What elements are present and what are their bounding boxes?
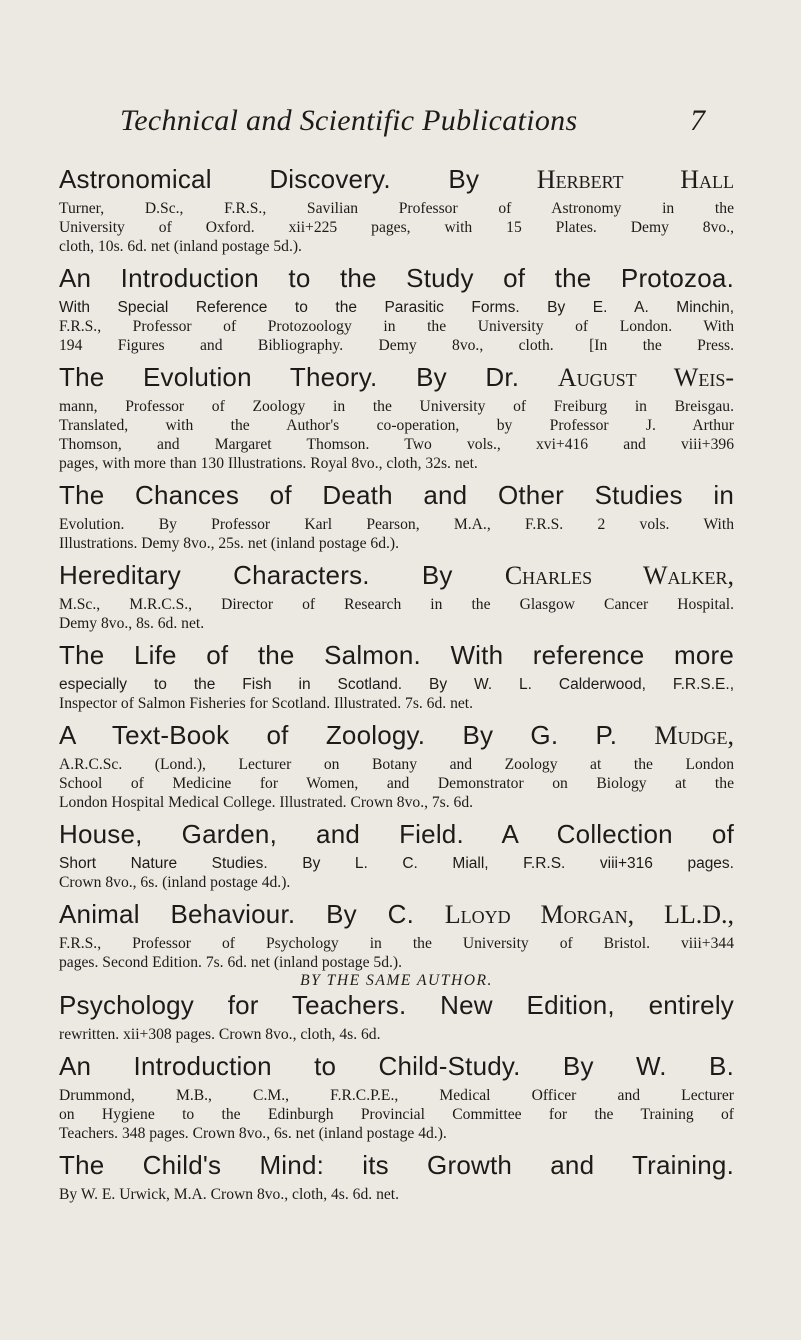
entry-line: A.R.C.Sc. (Lond.), Lecturer on Botany and Zoology at the London [59, 756, 734, 773]
entry-line: Turner, D.Sc., F.R.S., Savilian Professor of Astronomy in the [59, 200, 734, 217]
entry-heading [59, 362, 734, 397]
entry-heading [59, 164, 734, 199]
entry-line: Inspector of Salmon Fisheries for Scotland. Illustrated. 7s. 6d. net. [59, 695, 474, 712]
entry-animal-behaviour [59, 899, 734, 990]
entry-psychology-for-teachers [59, 990, 734, 1044]
by-text: By [390, 164, 537, 194]
author-name: Lloyd Morgan, LL.D., [444, 900, 734, 929]
entry-line: especially to the Fish in Scotland. By W. L. Calderwood, F.R.S.E., [59, 676, 734, 693]
entry-line: By W. E. Urwick, M.A. Crown 8vo., cloth, 4s. 6d. net. [59, 1186, 400, 1203]
book-title: An Introduction to the Study of the Protozoa. [59, 263, 734, 293]
entry-line: University of Oxford. xii+225 pages, with 15 Plates. Demy 8vo., [59, 219, 734, 236]
book-title: Hereditary Characters. [59, 560, 370, 590]
entry-line: Crown 8vo., 6s. (inland postage 4d.). [59, 874, 291, 891]
entry-heading [59, 640, 734, 675]
entry-line: F.R.S., Professor of Psychology in the University of Bristol. viii+344 [59, 935, 734, 952]
entry-line: London Hospital Medical College. Illustrated. Crown 8vo., 7s. 6d. [59, 794, 474, 811]
same-author-note: BY THE SAME AUTHOR. [300, 972, 493, 989]
entry-line: 194 Figures and Bibliography. Demy 8vo., cloth. [In the Press. [59, 337, 734, 354]
book-title: The Child's Mind: its Growth and Training. [59, 1150, 734, 1180]
entry-house-garden-field [59, 819, 734, 892]
entry-line: Translated, with the Author's co-operation, by Professor J. Arthur [59, 417, 734, 434]
book-title: House, Garden, and Field. A Collection of [59, 819, 734, 849]
entry-childs-mind [59, 1150, 734, 1204]
entry-line: on Hygiene to the Edinburgh Provincial Committee for the Training of [59, 1106, 734, 1123]
entry-line: rewritten. xii+308 pages. Crown 8vo., cloth, 4s. 6d. [59, 1026, 381, 1043]
entry-hereditary-characters [59, 560, 734, 633]
entry-heading [59, 819, 734, 854]
book-title: The Evolution Theory. [59, 362, 378, 392]
entry-evolution-theory [59, 362, 734, 473]
entry-line: With Special Reference to the Parasitic Forms. By E. A. Minchin, [59, 299, 734, 316]
entry-heading [59, 720, 734, 755]
running-header [120, 104, 705, 140]
by-text: By Dr. [377, 362, 558, 392]
entry-line: Illustrations. Demy 8vo., 25s. net (inland postage 6d.). [59, 535, 399, 552]
entry-line: Demy 8vo., 8s. 6d. net. [59, 615, 205, 632]
entry-line: mann, Professor of Zoology in the University of Freiburg in Breisgau. [59, 398, 734, 415]
entry-heading [59, 990, 734, 1025]
entry-heading [59, 263, 734, 298]
author-name: August Weis- [557, 363, 734, 392]
entry-line: School of Medicine for Women, and Demonstrator on Biology at the [59, 775, 734, 792]
book-title: Astronomical Discovery. [59, 164, 391, 194]
entry-child-study [59, 1051, 734, 1143]
page-number: 7 [690, 104, 705, 137]
entry-line: F.R.S., Professor of Protozoology in the University of London. With [59, 318, 734, 335]
book-title: Psychology for Teachers. New Edition, entirely [59, 990, 734, 1020]
by-text: By [369, 560, 505, 590]
by-text: By C. [295, 899, 445, 929]
entry-line: Teachers. 348 pages. Crown 8vo., 6s. net (inland postage 4d.). [59, 1125, 447, 1142]
entry-line: pages. Second Edition. 7s. 6d. net (inland postage 5d.). [59, 954, 403, 971]
entry-line: Short Nature Studies. By L. C. Miall, F.R.S. viii+316 pages. [59, 855, 734, 872]
entry-heading [59, 1150, 734, 1185]
entry-heading [59, 1051, 734, 1086]
entry-heading [59, 480, 734, 515]
book-title: Animal Behaviour. [59, 899, 296, 929]
entry-line: cloth, 10s. 6d. net (inland postage 5d.). [59, 238, 302, 255]
author-name: Mudge, [654, 721, 734, 750]
entry-line: M.Sc., M.R.C.S., Director of Research in the Glasgow Cancer Hospital. [59, 596, 734, 613]
catalogue-entries [59, 164, 734, 1204]
by-text: By G. P. [425, 720, 655, 750]
entry-chances-of-death [59, 480, 734, 553]
entry-heading [59, 560, 734, 595]
entry-heading [59, 899, 734, 934]
book-title: An Introduction to Child-Study. By W. B. [59, 1051, 734, 1081]
entry-line: Thomson, and Margaret Thomson. Two vols., xvi+416 and viii+396 [59, 436, 734, 453]
author-name: Charles Walker, [504, 561, 735, 590]
entry-line: Evolution. By Professor Karl Pearson, M.A., F.R.S. 2 vols. With [59, 516, 734, 533]
author-name: Herbert Hall [536, 165, 734, 194]
entry-protozoa [59, 263, 734, 355]
entry-line: Drummond, M.B., C.M., F.R.C.P.E., Medical Officer and Lecturer [59, 1087, 734, 1104]
entry-life-of-salmon [59, 640, 734, 713]
book-title: A Text-Book of Zoology. [59, 720, 426, 750]
entry-text-book-zoology [59, 720, 734, 812]
book-title: The Life of the Salmon. With reference more [59, 640, 734, 670]
entry-line: pages, with more than 130 Illustrations. Royal 8vo., cloth, 32s. net. [59, 455, 478, 472]
book-title: The Chances of Death and Other Studies in [59, 480, 734, 510]
entry-astronomical-discovery [59, 164, 734, 256]
header-title: Technical and Scientific Publications [120, 104, 578, 137]
